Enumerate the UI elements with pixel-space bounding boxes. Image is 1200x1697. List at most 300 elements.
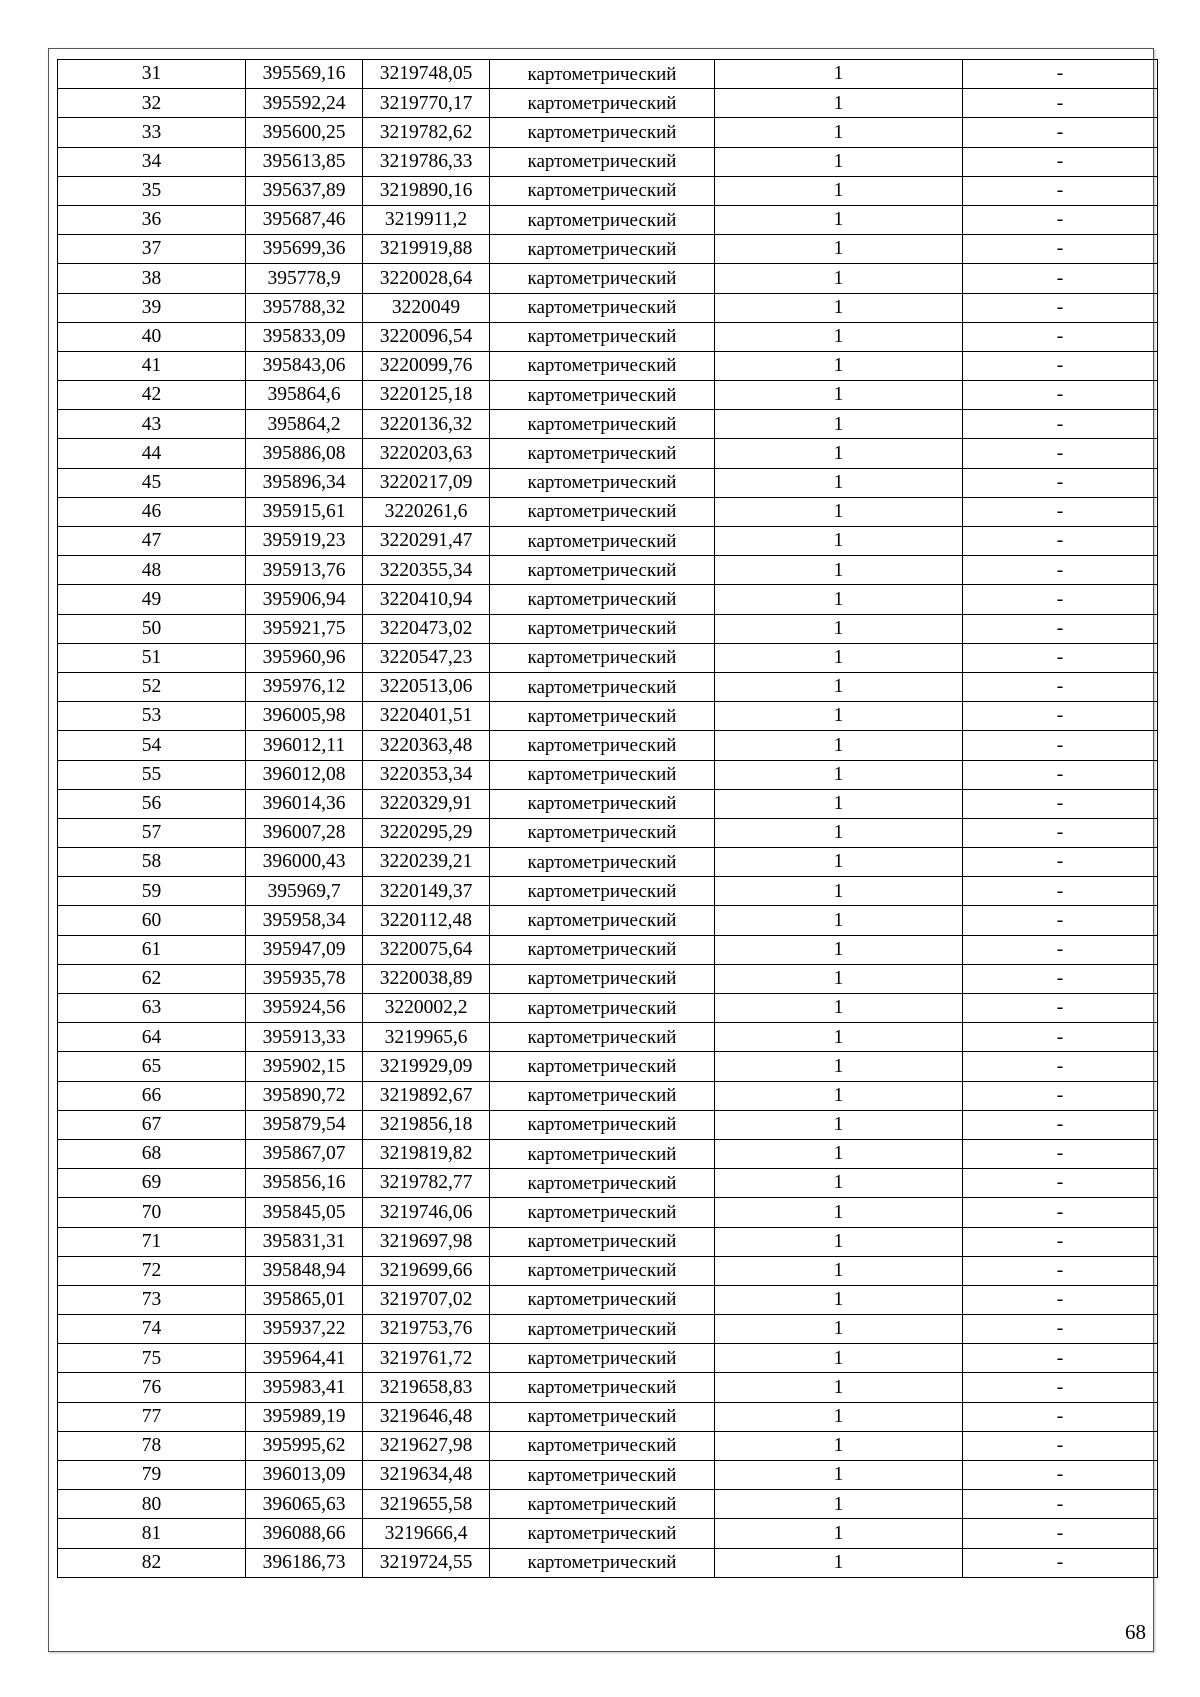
description-cell: - bbox=[963, 935, 1158, 964]
point-number-cell: 55 bbox=[58, 760, 246, 789]
accuracy-cell: 1 bbox=[715, 410, 963, 439]
accuracy-cell: 1 bbox=[715, 789, 963, 818]
table-row bbox=[58, 614, 1158, 643]
x-coordinate-cell: 395935,78 bbox=[246, 964, 363, 993]
table-row bbox=[58, 877, 1158, 906]
table-row bbox=[58, 731, 1158, 760]
y-coordinate-cell: 3219753,76 bbox=[363, 1315, 490, 1344]
table-row bbox=[58, 1431, 1158, 1460]
description-cell: - bbox=[963, 264, 1158, 293]
description-cell: - bbox=[963, 1315, 1158, 1344]
table-row bbox=[58, 1315, 1158, 1344]
x-coordinate-cell: 395902,15 bbox=[246, 1052, 363, 1081]
point-number-cell: 80 bbox=[58, 1490, 246, 1519]
description-cell: - bbox=[963, 410, 1158, 439]
method-cell: картометрический bbox=[490, 906, 715, 935]
description-cell: - bbox=[963, 1461, 1158, 1490]
method-cell: картометрический bbox=[490, 1139, 715, 1168]
point-number-cell: 69 bbox=[58, 1169, 246, 1198]
accuracy-cell: 1 bbox=[715, 1198, 963, 1227]
point-number-cell: 44 bbox=[58, 439, 246, 468]
table-row bbox=[58, 468, 1158, 497]
accuracy-cell: 1 bbox=[715, 935, 963, 964]
method-cell: картометрический bbox=[490, 994, 715, 1023]
method-cell: картометрический bbox=[490, 322, 715, 351]
description-cell: - bbox=[963, 1548, 1158, 1577]
x-coordinate-cell: 395969,7 bbox=[246, 877, 363, 906]
point-number-cell: 62 bbox=[58, 964, 246, 993]
method-cell: картометрический bbox=[490, 1315, 715, 1344]
accuracy-cell: 1 bbox=[715, 1227, 963, 1256]
table-row bbox=[58, 1490, 1158, 1519]
description-cell: - bbox=[963, 877, 1158, 906]
point-number-cell: 72 bbox=[58, 1256, 246, 1285]
method-cell: картометрический bbox=[490, 556, 715, 585]
accuracy-cell: 1 bbox=[715, 60, 963, 89]
method-cell: картометрический bbox=[490, 848, 715, 877]
method-cell: картометрический bbox=[490, 147, 715, 176]
y-coordinate-cell: 3220002,2 bbox=[363, 994, 490, 1023]
method-cell: картометрический bbox=[490, 381, 715, 410]
accuracy-cell: 1 bbox=[715, 1285, 963, 1314]
accuracy-cell: 1 bbox=[715, 672, 963, 701]
x-coordinate-cell: 395778,9 bbox=[246, 264, 363, 293]
description-cell: - bbox=[963, 60, 1158, 89]
description-cell: - bbox=[963, 994, 1158, 1023]
x-coordinate-cell: 396007,28 bbox=[246, 818, 363, 847]
table-row bbox=[58, 1052, 1158, 1081]
point-number-cell: 59 bbox=[58, 877, 246, 906]
x-coordinate-cell: 395845,05 bbox=[246, 1198, 363, 1227]
table-row bbox=[58, 1373, 1158, 1402]
point-number-cell: 37 bbox=[58, 235, 246, 264]
table-row bbox=[58, 643, 1158, 672]
table-row bbox=[58, 702, 1158, 731]
description-cell: - bbox=[963, 527, 1158, 556]
point-number-cell: 42 bbox=[58, 381, 246, 410]
accuracy-cell: 1 bbox=[715, 1256, 963, 1285]
point-number-cell: 36 bbox=[58, 205, 246, 234]
y-coordinate-cell: 3219761,72 bbox=[363, 1344, 490, 1373]
x-coordinate-cell: 395890,72 bbox=[246, 1081, 363, 1110]
method-cell: картометрический bbox=[490, 293, 715, 322]
y-coordinate-cell: 3220049 bbox=[363, 293, 490, 322]
method-cell: картометрический bbox=[490, 60, 715, 89]
description-cell: - bbox=[963, 1285, 1158, 1314]
method-cell: картометрический bbox=[490, 1402, 715, 1431]
y-coordinate-cell: 3219666,4 bbox=[363, 1519, 490, 1548]
y-coordinate-cell: 3219699,66 bbox=[363, 1256, 490, 1285]
y-coordinate-cell: 3219655,58 bbox=[363, 1490, 490, 1519]
point-number-cell: 60 bbox=[58, 906, 246, 935]
table-row bbox=[58, 964, 1158, 993]
x-coordinate-cell: 395843,06 bbox=[246, 351, 363, 380]
description-cell: - bbox=[963, 614, 1158, 643]
accuracy-cell: 1 bbox=[715, 1023, 963, 1052]
page-number: 68 bbox=[1125, 1620, 1146, 1644]
y-coordinate-cell: 3219911,2 bbox=[363, 205, 490, 234]
table-row bbox=[58, 439, 1158, 468]
description-cell: - bbox=[963, 585, 1158, 614]
description-cell: - bbox=[963, 643, 1158, 672]
method-cell: картометрический bbox=[490, 1198, 715, 1227]
accuracy-cell: 1 bbox=[715, 760, 963, 789]
point-number-cell: 70 bbox=[58, 1198, 246, 1227]
x-coordinate-cell: 395831,31 bbox=[246, 1227, 363, 1256]
table-row bbox=[58, 1402, 1158, 1431]
table-row bbox=[58, 235, 1158, 264]
y-coordinate-cell: 3219856,18 bbox=[363, 1110, 490, 1139]
method-cell: картометрический bbox=[490, 235, 715, 264]
point-number-cell: 33 bbox=[58, 118, 246, 147]
x-coordinate-cell: 395983,41 bbox=[246, 1373, 363, 1402]
y-coordinate-cell: 3219746,06 bbox=[363, 1198, 490, 1227]
point-number-cell: 52 bbox=[58, 672, 246, 701]
table-row bbox=[58, 1344, 1158, 1373]
accuracy-cell: 1 bbox=[715, 147, 963, 176]
y-coordinate-cell: 3219965,6 bbox=[363, 1023, 490, 1052]
table-row bbox=[58, 322, 1158, 351]
method-cell: картометрический bbox=[490, 643, 715, 672]
table-row bbox=[58, 497, 1158, 526]
description-cell: - bbox=[963, 702, 1158, 731]
y-coordinate-cell: 3219724,55 bbox=[363, 1548, 490, 1577]
point-number-cell: 77 bbox=[58, 1402, 246, 1431]
method-cell: картометрический bbox=[490, 1431, 715, 1460]
method-cell: картометрический bbox=[490, 1461, 715, 1490]
description-cell: - bbox=[963, 1402, 1158, 1431]
accuracy-cell: 1 bbox=[715, 1139, 963, 1168]
y-coordinate-cell: 3220513,06 bbox=[363, 672, 490, 701]
method-cell: картометрический bbox=[490, 468, 715, 497]
x-coordinate-cell: 395989,19 bbox=[246, 1402, 363, 1431]
y-coordinate-cell: 3220401,51 bbox=[363, 702, 490, 731]
y-coordinate-cell: 3220261,6 bbox=[363, 497, 490, 526]
y-coordinate-cell: 3220149,37 bbox=[363, 877, 490, 906]
table-row bbox=[58, 1198, 1158, 1227]
point-number-cell: 74 bbox=[58, 1315, 246, 1344]
description-cell: - bbox=[963, 497, 1158, 526]
y-coordinate-cell: 3220363,48 bbox=[363, 731, 490, 760]
table-row bbox=[58, 381, 1158, 410]
accuracy-cell: 1 bbox=[715, 381, 963, 410]
accuracy-cell: 1 bbox=[715, 89, 963, 118]
y-coordinate-cell: 3220112,48 bbox=[363, 906, 490, 935]
accuracy-cell: 1 bbox=[715, 497, 963, 526]
y-coordinate-cell: 3220355,34 bbox=[363, 556, 490, 585]
method-cell: картометрический bbox=[490, 731, 715, 760]
x-coordinate-cell: 395915,61 bbox=[246, 497, 363, 526]
method-cell: картометрический bbox=[490, 497, 715, 526]
accuracy-cell: 1 bbox=[715, 527, 963, 556]
method-cell: картометрический bbox=[490, 1081, 715, 1110]
point-number-cell: 53 bbox=[58, 702, 246, 731]
method-cell: картометрический bbox=[490, 1227, 715, 1256]
y-coordinate-cell: 3219658,83 bbox=[363, 1373, 490, 1402]
point-number-cell: 66 bbox=[58, 1081, 246, 1110]
method-cell: картометрический bbox=[490, 672, 715, 701]
accuracy-cell: 1 bbox=[715, 1431, 963, 1460]
method-cell: картометрический bbox=[490, 351, 715, 380]
accuracy-cell: 1 bbox=[715, 906, 963, 935]
accuracy-cell: 1 bbox=[715, 702, 963, 731]
y-coordinate-cell: 3219634,48 bbox=[363, 1461, 490, 1490]
y-coordinate-cell: 3220353,34 bbox=[363, 760, 490, 789]
description-cell: - bbox=[963, 1256, 1158, 1285]
table-row bbox=[58, 1461, 1158, 1490]
description-cell: - bbox=[963, 1023, 1158, 1052]
point-number-cell: 45 bbox=[58, 468, 246, 497]
y-coordinate-cell: 3220239,21 bbox=[363, 848, 490, 877]
method-cell: картометрический bbox=[490, 1256, 715, 1285]
coordinates-table-body bbox=[58, 60, 1158, 1578]
accuracy-cell: 1 bbox=[715, 1315, 963, 1344]
x-coordinate-cell: 396088,66 bbox=[246, 1519, 363, 1548]
point-number-cell: 78 bbox=[58, 1431, 246, 1460]
y-coordinate-cell: 3219748,05 bbox=[363, 60, 490, 89]
y-coordinate-cell: 3220291,47 bbox=[363, 527, 490, 556]
accuracy-cell: 1 bbox=[715, 293, 963, 322]
x-coordinate-cell: 395833,09 bbox=[246, 322, 363, 351]
y-coordinate-cell: 3220125,18 bbox=[363, 381, 490, 410]
table-row bbox=[58, 147, 1158, 176]
description-cell: - bbox=[963, 1110, 1158, 1139]
description-cell: - bbox=[963, 439, 1158, 468]
table-row bbox=[58, 205, 1158, 234]
method-cell: картометрический bbox=[490, 1519, 715, 1548]
point-number-cell: 63 bbox=[58, 994, 246, 1023]
y-coordinate-cell: 3219929,09 bbox=[363, 1052, 490, 1081]
accuracy-cell: 1 bbox=[715, 643, 963, 672]
x-coordinate-cell: 396012,11 bbox=[246, 731, 363, 760]
accuracy-cell: 1 bbox=[715, 877, 963, 906]
accuracy-cell: 1 bbox=[715, 585, 963, 614]
accuracy-cell: 1 bbox=[715, 118, 963, 147]
point-number-cell: 82 bbox=[58, 1548, 246, 1577]
y-coordinate-cell: 3220410,94 bbox=[363, 585, 490, 614]
y-coordinate-cell: 3219890,16 bbox=[363, 176, 490, 205]
x-coordinate-cell: 395856,16 bbox=[246, 1169, 363, 1198]
table-row bbox=[58, 351, 1158, 380]
y-coordinate-cell: 3220473,02 bbox=[363, 614, 490, 643]
table-row bbox=[58, 1110, 1158, 1139]
description-cell: - bbox=[963, 1227, 1158, 1256]
point-number-cell: 38 bbox=[58, 264, 246, 293]
method-cell: картометрический bbox=[490, 176, 715, 205]
table-row bbox=[58, 264, 1158, 293]
description-cell: - bbox=[963, 1344, 1158, 1373]
accuracy-cell: 1 bbox=[715, 1490, 963, 1519]
y-coordinate-cell: 3219919,88 bbox=[363, 235, 490, 264]
method-cell: картометрический bbox=[490, 702, 715, 731]
description-cell: - bbox=[963, 906, 1158, 935]
x-coordinate-cell: 395592,24 bbox=[246, 89, 363, 118]
x-coordinate-cell: 395924,56 bbox=[246, 994, 363, 1023]
description-cell: - bbox=[963, 235, 1158, 264]
method-cell: картометрический bbox=[490, 964, 715, 993]
description-cell: - bbox=[963, 1198, 1158, 1227]
point-number-cell: 67 bbox=[58, 1110, 246, 1139]
description-cell: - bbox=[963, 89, 1158, 118]
point-number-cell: 65 bbox=[58, 1052, 246, 1081]
accuracy-cell: 1 bbox=[715, 994, 963, 1023]
y-coordinate-cell: 3219646,48 bbox=[363, 1402, 490, 1431]
y-coordinate-cell: 3220329,91 bbox=[363, 789, 490, 818]
table-row bbox=[58, 1023, 1158, 1052]
accuracy-cell: 1 bbox=[715, 1519, 963, 1548]
x-coordinate-cell: 395699,36 bbox=[246, 235, 363, 264]
method-cell: картометрический bbox=[490, 264, 715, 293]
point-number-cell: 58 bbox=[58, 848, 246, 877]
description-cell: - bbox=[963, 293, 1158, 322]
coordinates-table bbox=[57, 59, 1158, 1578]
y-coordinate-cell: 3220096,54 bbox=[363, 322, 490, 351]
y-coordinate-cell: 3220295,29 bbox=[363, 818, 490, 847]
x-coordinate-cell: 395864,6 bbox=[246, 381, 363, 410]
accuracy-cell: 1 bbox=[715, 1169, 963, 1198]
table-row bbox=[58, 935, 1158, 964]
point-number-cell: 81 bbox=[58, 1519, 246, 1548]
point-number-cell: 73 bbox=[58, 1285, 246, 1314]
point-number-cell: 41 bbox=[58, 351, 246, 380]
x-coordinate-cell: 395867,07 bbox=[246, 1139, 363, 1168]
point-number-cell: 48 bbox=[58, 556, 246, 585]
x-coordinate-cell: 395637,89 bbox=[246, 176, 363, 205]
x-coordinate-cell: 396012,08 bbox=[246, 760, 363, 789]
method-cell: картометрический bbox=[490, 205, 715, 234]
table-row bbox=[58, 672, 1158, 701]
method-cell: картометрический bbox=[490, 1548, 715, 1577]
table-row bbox=[58, 410, 1158, 439]
description-cell: - bbox=[963, 818, 1158, 847]
y-coordinate-cell: 3220038,89 bbox=[363, 964, 490, 993]
x-coordinate-cell: 395569,16 bbox=[246, 60, 363, 89]
y-coordinate-cell: 3219819,82 bbox=[363, 1139, 490, 1168]
x-coordinate-cell: 395864,2 bbox=[246, 410, 363, 439]
point-number-cell: 35 bbox=[58, 176, 246, 205]
x-coordinate-cell: 395906,94 bbox=[246, 585, 363, 614]
accuracy-cell: 1 bbox=[715, 964, 963, 993]
y-coordinate-cell: 3219782,77 bbox=[363, 1169, 490, 1198]
table-row bbox=[58, 1139, 1158, 1168]
point-number-cell: 49 bbox=[58, 585, 246, 614]
table-row bbox=[58, 1256, 1158, 1285]
description-cell: - bbox=[963, 1519, 1158, 1548]
x-coordinate-cell: 395960,96 bbox=[246, 643, 363, 672]
accuracy-cell: 1 bbox=[715, 1373, 963, 1402]
x-coordinate-cell: 395976,12 bbox=[246, 672, 363, 701]
x-coordinate-cell: 395865,01 bbox=[246, 1285, 363, 1314]
point-number-cell: 39 bbox=[58, 293, 246, 322]
accuracy-cell: 1 bbox=[715, 1052, 963, 1081]
table-row bbox=[58, 585, 1158, 614]
method-cell: картометрический bbox=[490, 877, 715, 906]
table-row bbox=[58, 1548, 1158, 1577]
accuracy-cell: 1 bbox=[715, 848, 963, 877]
x-coordinate-cell: 395848,94 bbox=[246, 1256, 363, 1285]
y-coordinate-cell: 3220217,09 bbox=[363, 468, 490, 497]
description-cell: - bbox=[963, 176, 1158, 205]
accuracy-cell: 1 bbox=[715, 1461, 963, 1490]
table-row bbox=[58, 1227, 1158, 1256]
point-number-cell: 56 bbox=[58, 789, 246, 818]
x-coordinate-cell: 395937,22 bbox=[246, 1315, 363, 1344]
accuracy-cell: 1 bbox=[715, 1344, 963, 1373]
method-cell: картометрический bbox=[490, 1052, 715, 1081]
method-cell: картометрический bbox=[490, 1373, 715, 1402]
description-cell: - bbox=[963, 322, 1158, 351]
accuracy-cell: 1 bbox=[715, 1402, 963, 1431]
method-cell: картометрический bbox=[490, 585, 715, 614]
x-coordinate-cell: 396005,98 bbox=[246, 702, 363, 731]
method-cell: картометрический bbox=[490, 89, 715, 118]
x-coordinate-cell: 396014,36 bbox=[246, 789, 363, 818]
table-row bbox=[58, 1169, 1158, 1198]
description-cell: - bbox=[963, 351, 1158, 380]
x-coordinate-cell: 395958,34 bbox=[246, 906, 363, 935]
table-row bbox=[58, 1285, 1158, 1314]
accuracy-cell: 1 bbox=[715, 264, 963, 293]
description-cell: - bbox=[963, 1490, 1158, 1519]
point-number-cell: 31 bbox=[58, 60, 246, 89]
y-coordinate-cell: 3220136,32 bbox=[363, 410, 490, 439]
method-cell: картометрический bbox=[490, 439, 715, 468]
method-cell: картометрический bbox=[490, 527, 715, 556]
table-row bbox=[58, 556, 1158, 585]
y-coordinate-cell: 3219697,98 bbox=[363, 1227, 490, 1256]
x-coordinate-cell: 395947,09 bbox=[246, 935, 363, 964]
y-coordinate-cell: 3219786,33 bbox=[363, 147, 490, 176]
method-cell: картометрический bbox=[490, 1344, 715, 1373]
description-cell: - bbox=[963, 205, 1158, 234]
accuracy-cell: 1 bbox=[715, 351, 963, 380]
x-coordinate-cell: 396186,73 bbox=[246, 1548, 363, 1577]
point-number-cell: 76 bbox=[58, 1373, 246, 1402]
point-number-cell: 68 bbox=[58, 1139, 246, 1168]
accuracy-cell: 1 bbox=[715, 439, 963, 468]
description-cell: - bbox=[963, 1081, 1158, 1110]
accuracy-cell: 1 bbox=[715, 731, 963, 760]
y-coordinate-cell: 3220099,76 bbox=[363, 351, 490, 380]
accuracy-cell: 1 bbox=[715, 556, 963, 585]
x-coordinate-cell: 395913,76 bbox=[246, 556, 363, 585]
description-cell: - bbox=[963, 731, 1158, 760]
x-coordinate-cell: 395886,08 bbox=[246, 439, 363, 468]
accuracy-cell: 1 bbox=[715, 235, 963, 264]
method-cell: картометрический bbox=[490, 1285, 715, 1314]
method-cell: картометрический bbox=[490, 1490, 715, 1519]
point-number-cell: 50 bbox=[58, 614, 246, 643]
table-row bbox=[58, 994, 1158, 1023]
accuracy-cell: 1 bbox=[715, 1110, 963, 1139]
point-number-cell: 75 bbox=[58, 1344, 246, 1373]
point-number-cell: 57 bbox=[58, 818, 246, 847]
x-coordinate-cell: 395964,41 bbox=[246, 1344, 363, 1373]
x-coordinate-cell: 395913,33 bbox=[246, 1023, 363, 1052]
method-cell: картометрический bbox=[490, 789, 715, 818]
table-row bbox=[58, 906, 1158, 935]
x-coordinate-cell: 395995,62 bbox=[246, 1431, 363, 1460]
table-row bbox=[58, 760, 1158, 789]
y-coordinate-cell: 3220028,64 bbox=[363, 264, 490, 293]
table-row bbox=[58, 176, 1158, 205]
accuracy-cell: 1 bbox=[715, 322, 963, 351]
method-cell: картометрический bbox=[490, 935, 715, 964]
description-cell: - bbox=[963, 848, 1158, 877]
point-number-cell: 51 bbox=[58, 643, 246, 672]
description-cell: - bbox=[963, 1373, 1158, 1402]
y-coordinate-cell: 3220547,23 bbox=[363, 643, 490, 672]
